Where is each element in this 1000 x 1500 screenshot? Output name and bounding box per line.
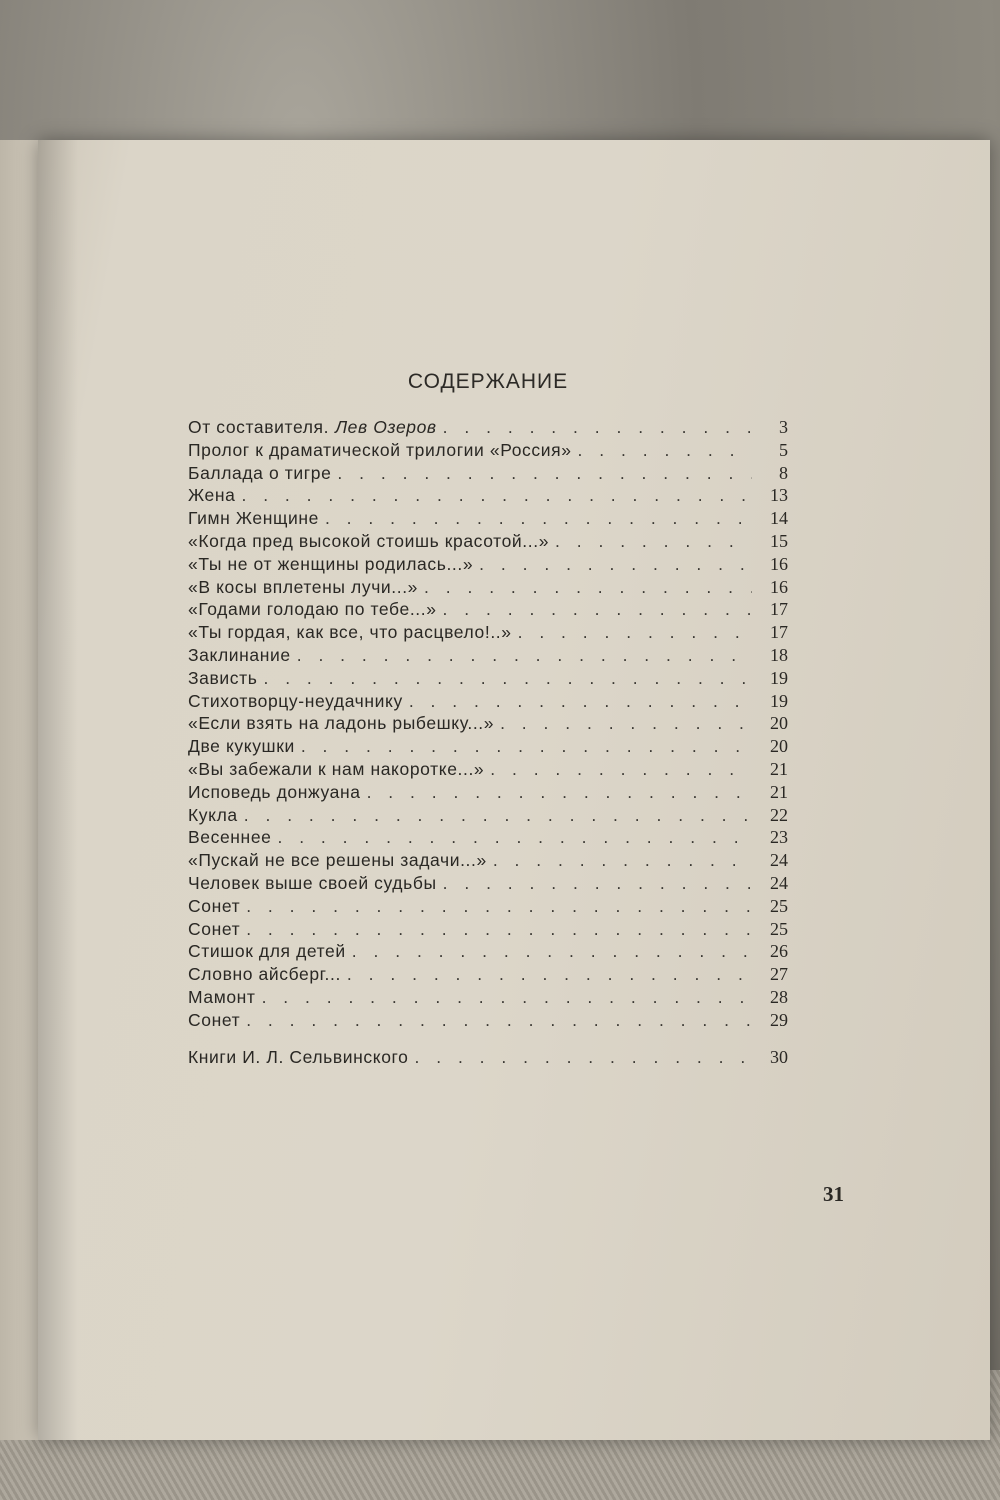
dot-leader [443,598,752,621]
toc-entry-title: Две кукушки [188,736,295,757]
dot-leader [443,872,752,895]
dot-leader [367,781,752,804]
toc-entry-page: 16 [770,576,788,597]
toc-entry [188,576,788,599]
toc-entry-page: 21 [770,781,788,802]
toc-entry [188,530,788,553]
toc-entry [188,484,788,507]
dot-leader [518,621,752,644]
toc-entry [188,804,788,827]
toc-entry [188,986,788,1009]
toc-entry [188,553,788,576]
toc-entry-page: 29 [770,1009,788,1030]
toc-entry [188,690,788,713]
toc-entry-page: 17 [770,622,788,643]
dot-leader [241,484,752,507]
toc-entry-title: Сонет [188,895,241,916]
toc-entry-page: 13 [770,485,788,506]
dot-leader [246,1009,752,1032]
toc-entry-page: 19 [770,667,788,688]
dot-leader [490,758,752,781]
table-of-contents [188,416,788,1068]
toc-entry-page: 20 [770,713,788,734]
toc-entry-page: 17 [770,599,788,620]
toc-entry [188,826,788,849]
toc-entry-page: 16 [770,553,788,574]
dot-leader [424,576,752,599]
toc-entry-title: Стихотворцу-неудачнику [188,690,403,711]
toc-entry-title: Весеннее [188,827,272,848]
toc-entry-page: 24 [770,850,788,871]
toc-entry [188,758,788,781]
toc-entry-title: Кукла [188,804,238,825]
book-page [38,140,990,1440]
toc-entry-page: 22 [770,804,788,825]
toc-entry-title: «Годами голодаю по тебе...» [188,599,437,620]
toc-entry [188,918,788,941]
toc-entry [188,462,788,485]
dot-leader [578,439,752,462]
toc-entry-title: Сонет [188,1009,241,1030]
toc-entry-page: 25 [770,918,788,939]
toc-entry-page: 26 [770,941,788,962]
dot-leader [500,712,752,735]
toc-entry [188,439,788,462]
toc-entry-title: От составителя. [188,417,330,437]
toc-entry-page: 21 [770,758,788,779]
toc-entry-title: «Если взять на ладонь рыбешку...» [188,713,495,734]
toc-entry-page: 24 [770,872,788,893]
toc-entry-page: 18 [770,644,788,665]
toc-entry-title: «Ты гордая, как все, что расцвело!..» [188,622,512,643]
toc-entry-title: Стишок для детей [188,941,346,962]
dot-leader [493,849,752,872]
dot-leader [297,644,752,667]
toc-entry-title: Исповедь донжуана [188,781,361,802]
toc-entry-title: Человек выше своей судьбы [188,872,437,893]
toc-entry [188,712,788,735]
toc-entry [188,621,788,644]
toc-entry-page: 8 [779,462,788,483]
toc-entry-title: Мамонт [188,986,256,1007]
dot-leader [443,416,752,439]
dot-leader [479,553,752,576]
toc-entry-title: Словно айсберг... [188,964,341,985]
toc-entry-title: Заклинание [188,644,291,665]
toc-entry [188,940,788,963]
toc-entry-page: 27 [770,964,788,985]
toc-entry-page: 30 [770,1046,788,1067]
toc-entry-title: «Когда пред высокой стоишь красотой...» [188,530,550,551]
toc-entry-page: 28 [770,986,788,1007]
dot-leader [347,963,752,986]
toc-entry [188,781,788,804]
toc-entry [188,1046,788,1069]
dot-leader [337,462,752,485]
toc-entry-title: Баллада о тигре [188,462,332,483]
toc-entry [188,1009,788,1032]
toc-entry [188,849,788,872]
toc-entry [188,895,788,918]
toc-entry [188,963,788,986]
toc-entry-title: Пролог к драматической трилогии «Россия» [188,439,572,460]
toc-entry-page: 3 [779,417,788,437]
dot-leader [301,735,752,758]
toc-entry-title: «Вы забежали к нам накоротке...» [188,758,485,779]
page-title: СОДЕРЖАНИЕ [407,370,569,393]
toc-entry-page: 5 [779,439,788,460]
dot-leader [263,667,752,690]
dot-leader [246,895,752,918]
toc-entry-title: «Пускай не все решены задачи...» [188,850,487,871]
toc-entry-title: Гимн Женщине [188,508,319,529]
dot-leader [244,804,752,827]
toc-entry-page: 25 [770,895,788,916]
toc-entry-title: Книги И. Л. Сельвинского [188,1046,409,1067]
page-number: 31 [823,1182,844,1206]
dot-leader [555,530,752,553]
toc-entry-author: Лев Озеров [335,417,437,437]
toc-entry-page: 14 [770,508,788,529]
toc-entry [188,507,788,530]
toc-entry-title: «В косы вплетены лучи...» [188,576,419,597]
dot-leader [409,690,752,713]
toc-entry [188,872,788,895]
toc-entry [188,644,788,667]
toc-entry [188,416,788,439]
dot-leader [246,918,752,941]
dot-leader [277,826,752,849]
toc-entry-page: 19 [770,690,788,711]
dot-leader [262,986,752,1009]
toc-entry [188,735,788,758]
toc-entry-page: 20 [770,736,788,757]
toc-entry-title: Зависть [188,667,258,688]
dot-leader [352,940,752,963]
toc-entry [188,667,788,690]
toc-entry-page: 15 [770,530,788,551]
dot-leader [415,1046,753,1069]
toc-entry [188,598,788,621]
toc-entry-title: Сонет [188,918,241,939]
dot-leader [325,507,752,530]
toc-entry-title: Жена [188,485,236,506]
toc-entry-page: 23 [770,827,788,848]
toc-entry-title: «Ты не от женщины родилась...» [188,553,474,574]
